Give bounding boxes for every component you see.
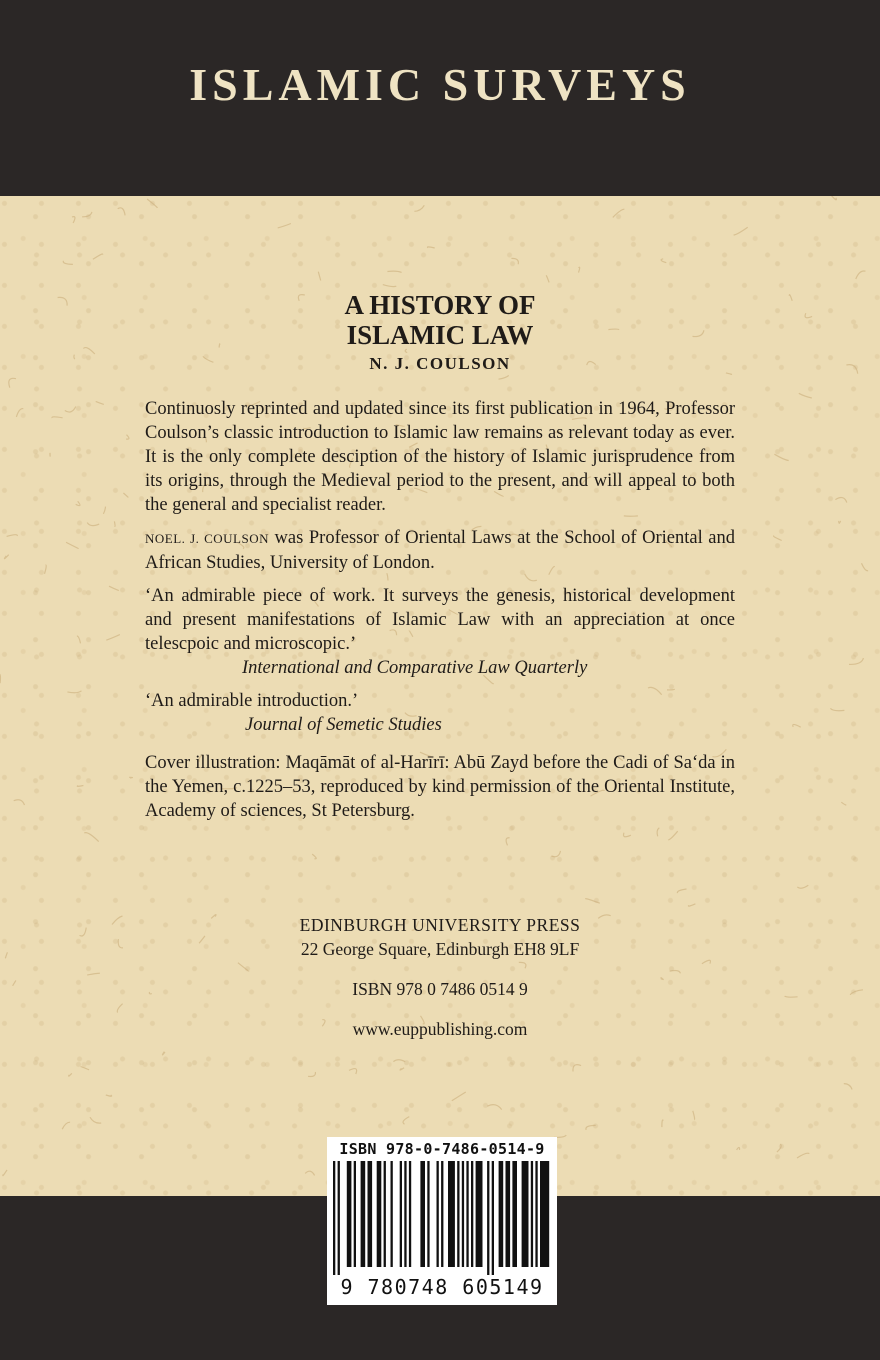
paper-fiber xyxy=(613,209,625,217)
paper-fiber xyxy=(76,501,80,505)
barcode-bar xyxy=(462,1161,464,1267)
barcode-bar xyxy=(368,1161,373,1267)
publisher-website: www.euppublishing.com xyxy=(352,1019,528,1039)
paper-fiber xyxy=(499,375,509,379)
paper-fiber xyxy=(856,271,866,279)
isbn-text: ISBN 978 0 7486 0514 9 xyxy=(352,979,528,999)
barcode-bar xyxy=(338,1161,340,1275)
description-paragraph: Continuosly reprinted and updated since its first publication in 1964, Professor Coulson’s classic introduction to Islamic law remains as relevant today as ever. It is the only complete desciption of the history of Islamic jurisprudence from its origins, through the Medieval period to the present, and will appeal to both the general and specialist reader. xyxy=(145,399,735,515)
barcode-bar xyxy=(457,1161,459,1267)
paper-fiber xyxy=(106,1095,112,1096)
barcode-bar xyxy=(535,1161,537,1267)
review-1-source: International and Comparative Law Quarterly xyxy=(242,658,588,678)
paper-fiber xyxy=(830,708,844,710)
paper-fiber xyxy=(103,507,105,514)
paper-fiber xyxy=(65,407,76,413)
paper-fiber xyxy=(839,521,841,523)
paper-fiber xyxy=(573,1065,581,1072)
barcode-bar xyxy=(487,1161,489,1275)
publisher-name: EDINBURGH UNIVERSITY PRESS xyxy=(299,915,581,935)
paper-fiber xyxy=(849,658,863,664)
paper-fiber xyxy=(14,800,25,805)
paper-fiber xyxy=(546,275,549,282)
paper-fiber xyxy=(774,536,782,541)
paper-fiber xyxy=(87,523,99,526)
paper-fiber xyxy=(793,724,801,727)
barcode-bar xyxy=(499,1161,504,1267)
paper-fiber xyxy=(452,1092,466,1101)
paper-fiber xyxy=(737,1147,740,1149)
paper-fiber xyxy=(831,196,837,200)
paper-fiber xyxy=(3,1170,7,1176)
paper-fiber xyxy=(9,378,16,387)
paper-fiber xyxy=(693,1111,695,1120)
paper-fiber xyxy=(305,1171,314,1175)
paper-fiber xyxy=(69,1073,72,1076)
barcode-bar xyxy=(522,1161,529,1267)
paper-fiber xyxy=(835,498,846,503)
paper-fiber xyxy=(487,1105,501,1110)
paper-fiber xyxy=(93,254,103,259)
barcode-digits: 9 780748 605149 xyxy=(340,1275,544,1299)
barcode-bar xyxy=(384,1161,386,1267)
barcode-bar xyxy=(466,1161,468,1267)
barcode-bar xyxy=(400,1161,402,1267)
barcode-bar xyxy=(354,1161,356,1267)
paper-fiber xyxy=(82,212,92,217)
paper-fiber xyxy=(16,409,23,417)
paper-fiber xyxy=(114,521,115,526)
paper-fiber xyxy=(586,1125,596,1130)
paper-fiber xyxy=(318,272,320,281)
author-bio xyxy=(145,526,735,575)
paper-fiber xyxy=(96,401,104,404)
barcode-bar xyxy=(391,1161,393,1267)
barcode-bar xyxy=(361,1161,366,1267)
paper-fiber xyxy=(106,635,120,641)
paper-fiber xyxy=(688,904,695,906)
bio-text: was Professor of Oriental Laws at the School of Oriental and African Studies, University of London. xyxy=(145,528,735,573)
barcode-bar xyxy=(409,1161,411,1267)
paper-fiber xyxy=(383,285,397,287)
paper-fiber xyxy=(777,1144,781,1152)
barcode-bar xyxy=(506,1161,511,1267)
paper-fiber xyxy=(585,899,600,904)
paper-fiber xyxy=(400,1068,404,1070)
paper-fiber xyxy=(844,1084,852,1090)
paper-fiber xyxy=(734,227,748,235)
paper-fiber xyxy=(90,1117,101,1123)
book-title-line1: A HISTORY OF xyxy=(344,290,536,320)
paper-fiber xyxy=(414,205,424,211)
paper-fiber xyxy=(84,833,98,842)
paper-fiber xyxy=(668,831,677,840)
paper-fiber xyxy=(63,261,73,265)
paper-fiber xyxy=(506,838,509,846)
barcode-bar xyxy=(476,1161,483,1267)
paper-fiber xyxy=(4,555,8,559)
paper-fiber xyxy=(797,1153,809,1158)
paper-fiber xyxy=(45,565,47,574)
barcode-bar xyxy=(492,1161,494,1275)
barcode-bar xyxy=(540,1161,549,1267)
barcode-bars xyxy=(327,1161,557,1275)
barcode-bar xyxy=(347,1161,352,1267)
paper-fiber xyxy=(77,636,81,643)
publisher-address: 22 George Square, Edinburgh EH8 9LF xyxy=(300,939,580,959)
paper-fiber xyxy=(162,1052,165,1055)
paper-fiber xyxy=(62,1122,70,1129)
review-1 xyxy=(145,584,735,680)
paper-fiber xyxy=(118,208,125,216)
top-band xyxy=(0,0,880,196)
review-2 xyxy=(145,689,735,737)
barcode-bar xyxy=(427,1161,429,1267)
paper-fiber xyxy=(77,786,83,787)
paper-fiber xyxy=(799,393,812,398)
review-2-quote: ‘An admirable introduction.’ xyxy=(145,691,359,711)
paper-fiber xyxy=(129,777,132,778)
publisher-block xyxy=(0,913,880,1041)
paper-fiber xyxy=(862,563,869,571)
review-1-quote: ‘An admirable piece of work. It surveys the genesis, historical development and present manifestations of Islamic Law with an appreciation at once telescpoic and microscopic.’ xyxy=(145,586,735,654)
paper-fiber xyxy=(7,535,18,537)
paper-fiber xyxy=(579,267,580,272)
paper-fiber xyxy=(677,889,686,893)
paper-fiber xyxy=(797,885,808,888)
barcode-bar xyxy=(512,1161,517,1267)
paper-fiber xyxy=(308,1072,315,1077)
paper-fiber xyxy=(312,854,316,859)
barcode-bar xyxy=(377,1161,382,1267)
paper-fiber xyxy=(278,224,291,228)
paper-fiber xyxy=(72,217,75,223)
paper-fiber xyxy=(387,271,401,272)
paper-fiber xyxy=(66,542,79,548)
barcode-bar xyxy=(333,1161,335,1275)
barcode-bar xyxy=(471,1161,473,1267)
barcode-bar xyxy=(404,1161,406,1267)
paper-fiber xyxy=(623,833,630,837)
paper-fiber xyxy=(403,1117,409,1125)
blurb-content xyxy=(145,397,735,832)
paper-fiber xyxy=(147,199,157,208)
barcode-isbn-label: ISBN 978-0-7486-0514-9 xyxy=(339,1140,545,1158)
book-title xyxy=(0,290,880,350)
cover-illustration-credit: Cover illustration: Maqāmāt of al-Harīrī: Abū Zayd before the Cadi of Sa‘da in the Yemen, c.1225–53, reproduced by kind permission of the Oriental Institute, Academy of sciences, St Petersburg. xyxy=(145,753,735,821)
barcode-bar xyxy=(420,1161,425,1267)
paper-fiber xyxy=(126,435,129,439)
book-title-line2: ISLAMIC LAW xyxy=(346,320,534,350)
paper-fiber xyxy=(109,586,119,590)
paper-fiber xyxy=(661,259,666,263)
paper-fiber xyxy=(841,802,846,805)
paper-fiber xyxy=(52,417,63,418)
barcode xyxy=(327,1137,557,1305)
paper-fiber xyxy=(349,1069,357,1075)
paper-fiber xyxy=(427,247,434,248)
barcode-bar xyxy=(531,1161,533,1267)
barcode-bar xyxy=(448,1161,455,1267)
bio-name: NOEL. J. COULSON xyxy=(145,531,269,546)
paper-fiber xyxy=(67,691,81,693)
paper-fiber xyxy=(123,493,128,497)
barcode-bar xyxy=(437,1161,439,1267)
paper-fiber xyxy=(551,851,560,857)
paper-fiber xyxy=(511,258,518,264)
paper-fiber xyxy=(662,1120,664,1127)
author-name: N. J. COULSON xyxy=(369,354,511,373)
paper-fiber xyxy=(81,1067,89,1070)
review-2-source: Journal of Semetic Studies xyxy=(245,715,442,735)
series-title: ISLAMIC SURVEYS xyxy=(189,59,691,110)
barcode-bar xyxy=(441,1161,443,1267)
paper-fiber xyxy=(393,1060,405,1062)
paper-fiber xyxy=(774,454,788,460)
